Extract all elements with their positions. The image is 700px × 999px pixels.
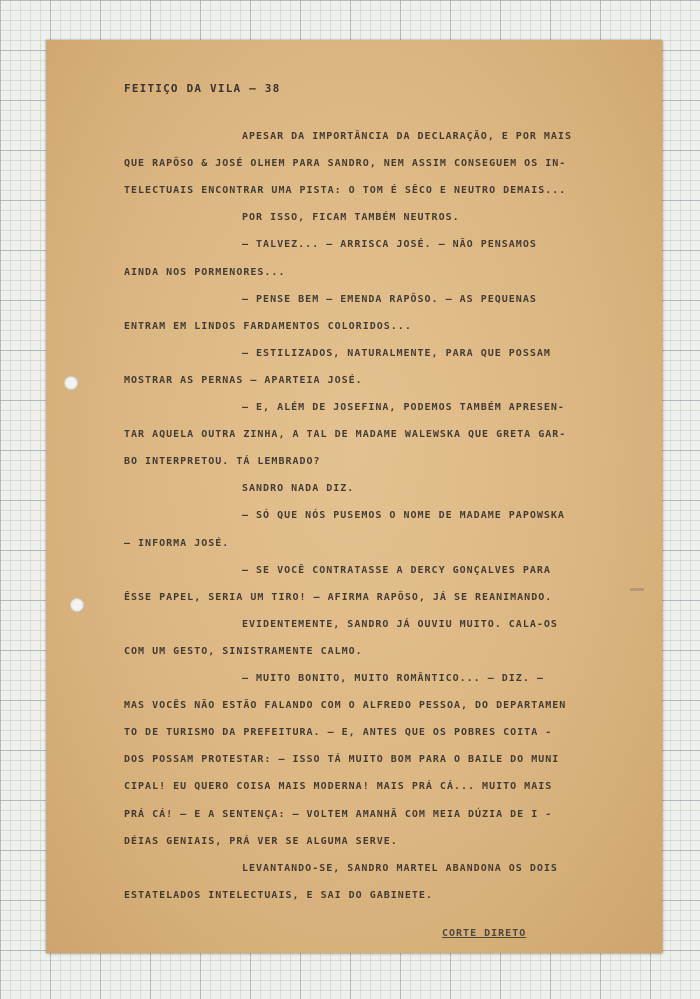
text-line: — TALVEZ... — ARRISCA JOSÉ. — NÃO PENSAMOS <box>242 239 537 250</box>
paper-mark <box>630 588 644 591</box>
page-header: FEITIÇO DA VILA – 38 <box>124 82 281 95</box>
text-line: APESAR DA IMPORTÂNCIA DA DECLARAÇÃO, E POR MAIS <box>242 131 572 142</box>
text-line: MAS VOCÊS NÃO ESTÃO FALANDO COM O ALFREDO PESSOA, DO DEPARTAMEN <box>124 700 567 711</box>
typewritten-page <box>46 40 662 953</box>
text-line: — PENSE BEM — EMENDA RAPÔSO. — AS PEQUENAS <box>242 294 537 305</box>
text-line: DÉIAS GENIAIS, PRÁ VER SE ALGUMA SERVE. <box>124 836 398 847</box>
text-line: ÊSSE PAPEL, SERIA UM TIRO! — AFIRMA RAPÔSO, JÁ SE REANIMANDO. <box>124 592 553 603</box>
punch-hole <box>70 598 84 612</box>
text-line: ENTRAM EM LINDOS FARDAMENTOS COLORIDOS... <box>124 321 412 332</box>
text-line: DOS POSSAM PROTESTAR: — ISSO TÁ MUITO BOM PARA O BAILE DO MUNI <box>124 754 560 765</box>
punch-hole <box>64 376 78 390</box>
text-line: ESTATELADOS INTELECTUAIS, E SAI DO GABINETE. <box>124 890 433 901</box>
text-line: POR ISSO, FICAM TAMBÉM NEUTROS. <box>242 212 460 223</box>
text-line: COM UM GESTO, SINISTRAMENTE CALMO. <box>124 646 363 657</box>
text-line: — ESTILIZADOS, NATURALMENTE, PARA QUE POSSAM <box>242 348 551 359</box>
text-line: QUE RAPÔSO & JOSÉ OLHEM PARA SANDRO, NEM ASSIM CONSEGUEM OS IN- <box>124 158 567 169</box>
text-line: — E, ALÉM DE JOSEFINA, PODEMOS TAMBÉM APRESEN- <box>242 402 565 413</box>
text-line: AINDA NOS PORMENORES... <box>124 267 286 278</box>
footer-note: CORTE DIRETO <box>442 928 527 939</box>
text-line: TELECTUAIS ENCONTRAR UMA PISTA: O TOM É SÊCO E NEUTRO DEMAIS... <box>124 185 567 196</box>
text-line: — INFORMA JOSÉ. <box>124 538 230 549</box>
text-line: — SE VOCÊ CONTRATASSE A DERCY GONÇALVES PARA <box>242 565 551 576</box>
text-line: TAR AQUELA OUTRA ZINHA, A TAL DE MADAME WALEWSKA QUE GRETA GAR- <box>124 429 567 440</box>
text-line: LEVANTANDO-SE, SANDRO MARTEL ABANDONA OS DOIS <box>242 863 558 874</box>
text-line: BO INTERPRETOU. TÁ LEMBRADO? <box>124 456 321 467</box>
text-line: — MUITO BONITO, MUITO ROMÂNTICO... — DIZ. — <box>242 673 544 684</box>
text-line: PRÁ CÁ! — E A SENTENÇA: — VOLTEM AMANHÃ COM MEIA DÚZIA DE I - <box>124 809 553 820</box>
text-line: CIPAL! EU QUERO COISA MAIS MODERNA! MAIS PRÁ CÁ... MUITO MAIS <box>124 781 553 792</box>
text-line: EVIDENTEMENTE, SANDRO JÁ OUVIU MUITO. CALA-OS <box>242 619 558 630</box>
text-line: MOSTRAR AS PERNAS — APARTEIA JOSÉ. <box>124 375 363 386</box>
text-line: SANDRO NADA DIZ. <box>242 483 355 494</box>
text-line: TO DE TURISMO DA PREFEITURA. — E, ANTES QUE OS POBRES COITA - <box>124 727 553 738</box>
text-line: — SÓ QUE NÓS PUSEMOS O NOME DE MADAME PAPOWSKA <box>242 510 565 521</box>
